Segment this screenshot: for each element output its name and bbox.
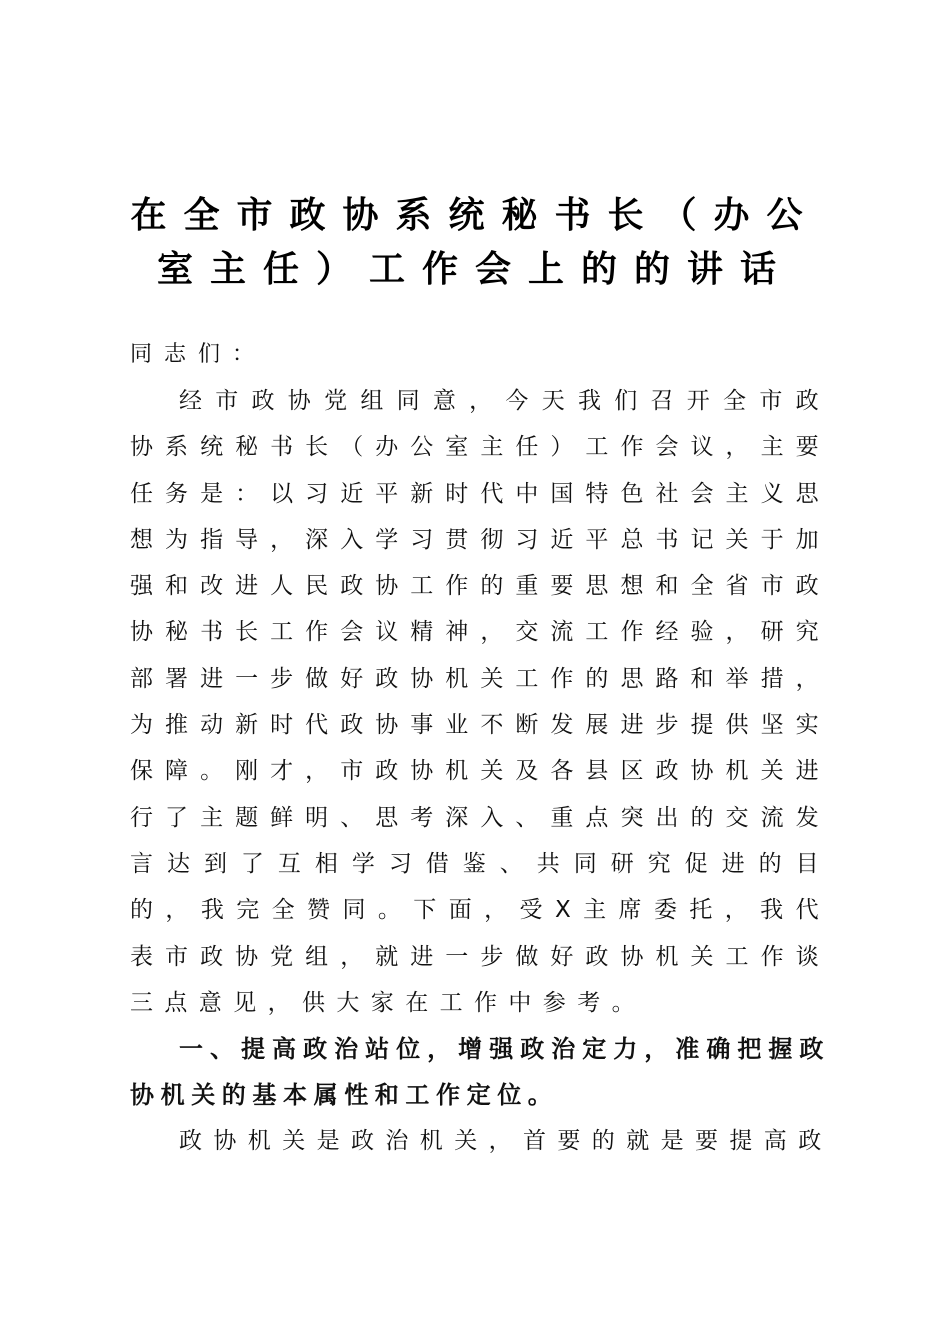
title-line-1: 在全市政协系统秘书长（办公 xyxy=(130,194,820,236)
greeting: 同志们： xyxy=(130,342,267,367)
intro-paragraph: 经市政协党组同意，今天我们召开全市政协系统秘书长（办公室主任）工作会议，主要任务是：以习近平新时代中国特色社会主义思想为指导，深入学习贯彻习近平总书记关于加强和改进人民政协工作的重要思想和全省市政协秘书长工作会议精神，交流工作经验，研究部署进一步做好政协机关工作的思路和举措，为推动新时代政协事业不断发展进步提供坚实保障。刚才，市政协机关及各县区政协机关进行了主题鲜明、思考深入、重点突出的交流发言达到了互相学习借鉴、共同研究促进的目的，我完全赞同。下面，受X主席委托，我代表市政协党组，就进一步做好政协机关工作谈三点意见，供大家在工作中参考。 xyxy=(130,388,830,1016)
section-1-paragraph: 政协机关是政治机关，首要的就是要提高政 xyxy=(179,1128,833,1155)
title-line-2: 室主任）工作会上的的讲话 xyxy=(156,248,793,290)
document-title xyxy=(120,188,830,296)
document-body xyxy=(130,332,833,1164)
section-1-heading: 一、提高政治站位，增强政治定力，准确把握政协机关的基本属性和工作定位。 xyxy=(130,1035,830,1110)
